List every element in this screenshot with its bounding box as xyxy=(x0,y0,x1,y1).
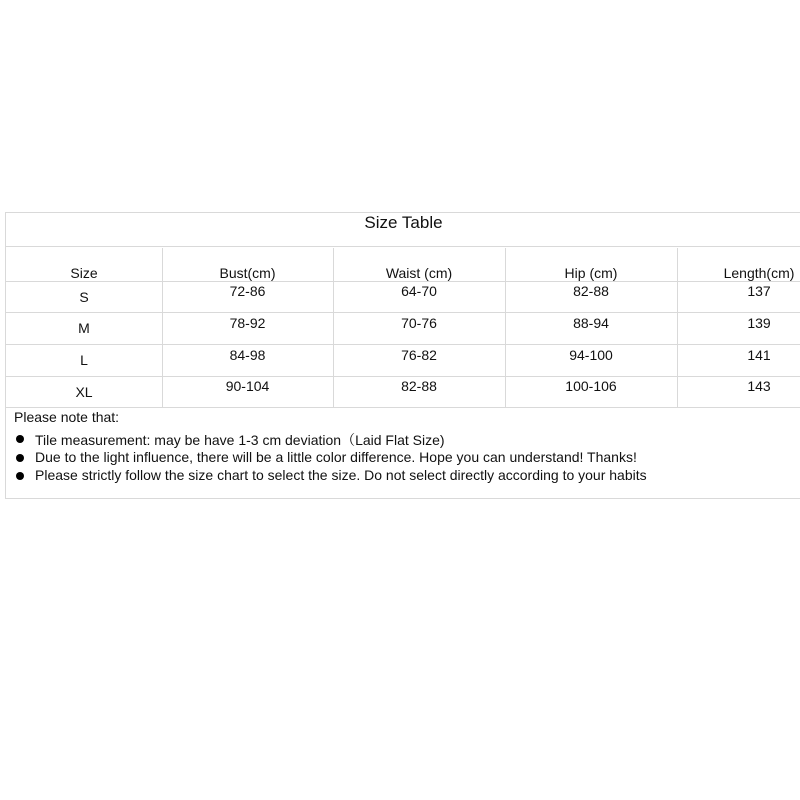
row-l-size: L xyxy=(80,352,88,368)
row-l-waist: 76-82 xyxy=(401,347,437,363)
row-s-bust: 72-86 xyxy=(229,283,266,299)
row-m-hip: 88-94 xyxy=(573,315,609,331)
header-length: Length(cm) xyxy=(723,265,795,281)
row-l-bust: 84-98 xyxy=(229,347,266,363)
row-l-length: 141 xyxy=(747,347,771,363)
row-s-size: S xyxy=(79,289,89,305)
divider-header xyxy=(6,281,800,282)
bullet-icon xyxy=(16,454,24,462)
size-table xyxy=(5,212,800,499)
row-m-bust: 78-92 xyxy=(229,315,266,331)
header-size: Size xyxy=(70,265,98,281)
note-text: Please strictly follow the size chart to select the size. Do not select directly according to your habits xyxy=(35,467,647,483)
row-xl-length: 143 xyxy=(747,378,771,394)
notes-heading: Please note that: xyxy=(14,409,120,425)
divider-title xyxy=(6,246,800,247)
row-m-size: M xyxy=(78,320,90,336)
row-l-hip: 94-100 xyxy=(569,347,613,363)
divider-row-xl xyxy=(6,407,800,408)
header-bust: Bust(cm) xyxy=(219,265,276,281)
header-waist: Waist (cm) xyxy=(385,265,453,281)
note-text: Due to the light influence, there will be a little color difference. Hope you can understand! Thanks! xyxy=(35,449,637,465)
table-title xyxy=(6,213,800,247)
row-s-length: 137 xyxy=(747,283,771,299)
table-title-text: Size Table xyxy=(364,213,443,232)
divider-row-l xyxy=(6,376,800,377)
row-m-length: 139 xyxy=(747,315,771,331)
row-xl-waist: 82-88 xyxy=(401,378,437,394)
bullet-icon xyxy=(16,472,24,480)
header-hip: Hip (cm) xyxy=(564,265,618,281)
row-s-hip: 82-88 xyxy=(573,283,609,299)
row-s-waist: 64-70 xyxy=(401,283,437,299)
row-xl-bust: 90-104 xyxy=(225,378,270,394)
row-xl-size: XL xyxy=(75,384,93,400)
divider-row-m xyxy=(6,344,800,345)
divider-row-s xyxy=(6,312,800,313)
note-text: Tile measurement: may be have 1-3 cm deviation（Laid Flat Size) xyxy=(35,432,445,448)
row-m-waist: 70-76 xyxy=(401,315,437,331)
row-xl-hip: 100-106 xyxy=(565,378,617,394)
bullet-icon xyxy=(16,435,24,443)
